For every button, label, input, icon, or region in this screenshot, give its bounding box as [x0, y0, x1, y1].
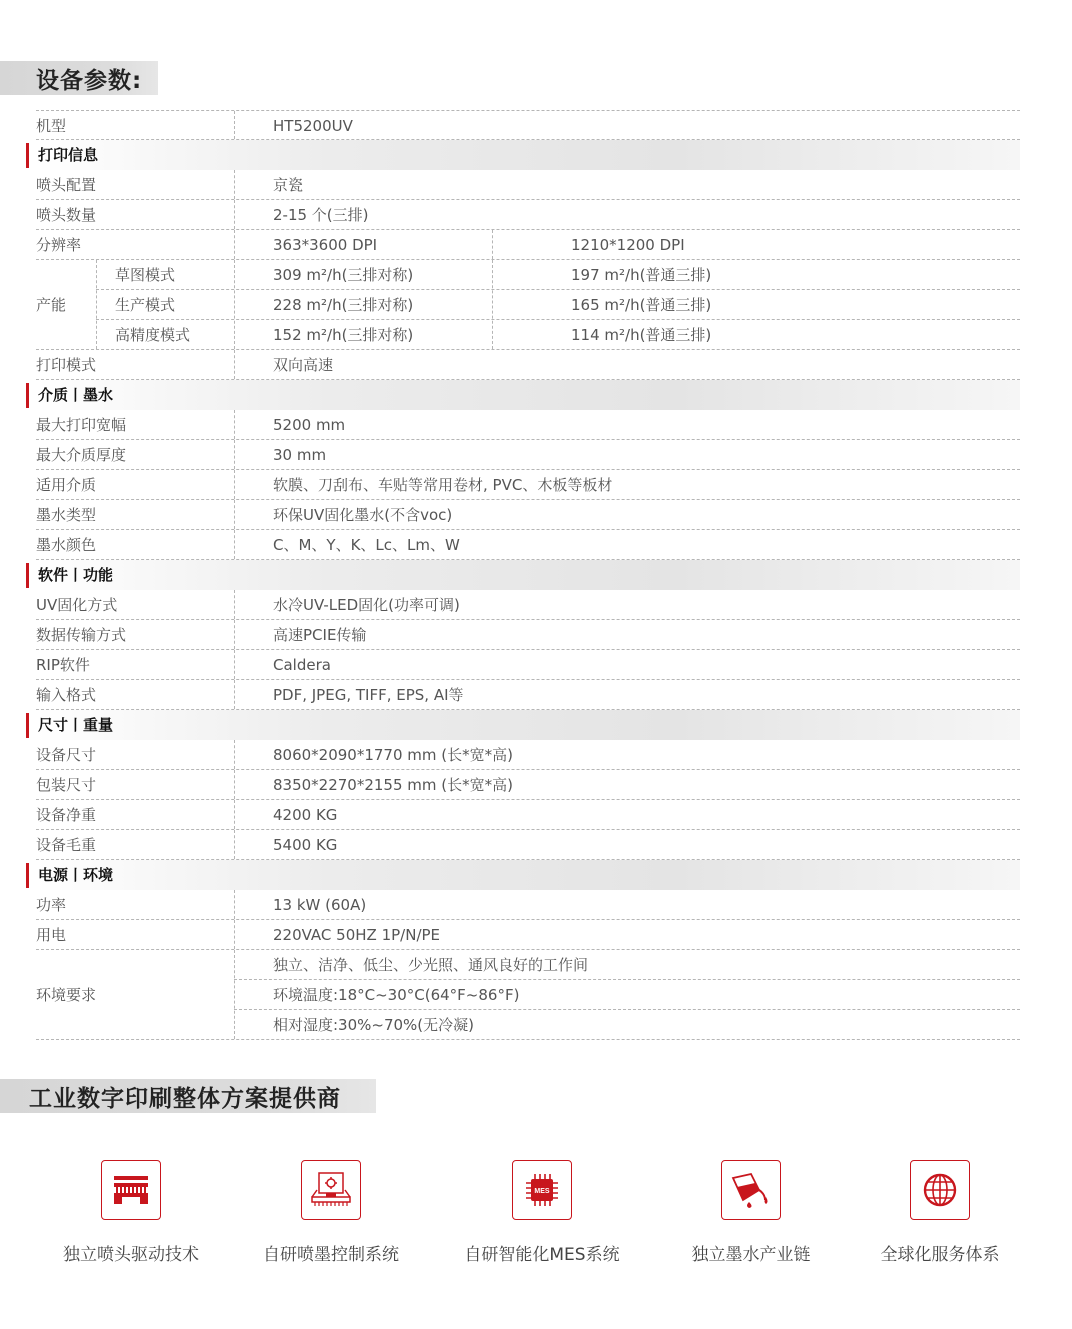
- spec-row-resolution: [36, 230, 1020, 260]
- spec-value: 5400 KG: [273, 836, 338, 854]
- spec-value: 环保UV固化墨水(不含voc): [273, 506, 453, 524]
- spec-label: 输入格式: [36, 686, 97, 704]
- spec-row-max-width: [36, 410, 1020, 440]
- mode-label: 生产模式: [115, 296, 176, 314]
- column-divider: [234, 620, 235, 649]
- feature-label: 独立喷头驱动技术: [63, 1245, 199, 1265]
- feature-item: [231, 1160, 431, 1265]
- feature-label: 全球化服务体系: [880, 1245, 1000, 1265]
- spec-value: 高速PCIE传输: [273, 626, 367, 644]
- feature-item: [840, 1160, 1040, 1265]
- spec-row-power: [36, 890, 1020, 920]
- category-media-ink: [36, 380, 1020, 410]
- spec-label: 喷头数量: [36, 206, 97, 224]
- spec-value: 2-15 个(三排): [273, 206, 369, 224]
- column-divider: [234, 170, 235, 199]
- column-divider: [234, 410, 235, 439]
- column-divider: [234, 440, 235, 469]
- spec-row-uv-cure: [36, 590, 1020, 620]
- spec-label: 环境要求: [36, 986, 97, 1004]
- column-divider: [234, 590, 235, 619]
- spec-value: 独立、洁净、低尘、少光照、通风良好的工作间: [273, 956, 589, 974]
- spec-value: 软膜、刀刮布、车贴等常用卷材, PVC、木板等板材: [273, 476, 613, 494]
- spec-group-capacity: [36, 260, 1020, 350]
- feature-item: [31, 1160, 231, 1265]
- spec-label: 用电: [36, 926, 67, 944]
- spec-row-print-mode: [36, 350, 1020, 380]
- spec-value: 13 kW (60A): [273, 896, 367, 914]
- spec-value: HT5200UV: [273, 117, 353, 135]
- column-divider: [234, 740, 235, 769]
- spec-section-header: [0, 61, 158, 95]
- column-divider: [234, 830, 235, 859]
- spec-label: 适用介质: [36, 476, 97, 494]
- spec-value: 8060*2090*1770 mm (长*宽*高): [273, 746, 513, 764]
- spec-label: 设备毛重: [36, 836, 97, 854]
- capacity-row: [96, 320, 1020, 349]
- column-divider: [234, 350, 235, 379]
- column-divider: [234, 111, 235, 139]
- spec-row-head-config: [36, 170, 1020, 200]
- spec-value: 309 m²/h(三排对称): [273, 266, 414, 284]
- spec-row-device-size: [36, 740, 1020, 770]
- solution-section-header: [0, 1079, 376, 1113]
- spec-value: 152 m²/h(三排对称): [273, 326, 414, 344]
- spec-label: RIP软件: [36, 656, 90, 674]
- column-divider: [234, 230, 235, 259]
- spec-row-net-weight: [36, 800, 1020, 830]
- column-divider: [234, 650, 235, 679]
- spec-row-max-thickness: [36, 440, 1020, 470]
- printhead-icon: [101, 1160, 161, 1220]
- spec-label: 数据传输方式: [36, 626, 127, 644]
- column-divider: [234, 770, 235, 799]
- inkjet-control-icon: [301, 1160, 361, 1220]
- capacity-row: [96, 290, 1020, 320]
- feature-item: [651, 1160, 851, 1265]
- category-software: [36, 560, 1020, 590]
- spec-value: 5200 mm: [273, 416, 346, 434]
- env-line: [234, 950, 1020, 980]
- spec-row-head-count: [36, 200, 1020, 230]
- spec-value: 水冷UV-LED固化(功率可调): [273, 596, 460, 614]
- spec-section-title: 设备参数:: [36, 67, 143, 94]
- spec-row-model: [36, 110, 1020, 140]
- spec-label: 最大介质厚度: [36, 446, 127, 464]
- env-line: [234, 980, 1020, 1010]
- spec-value: 相对湿度:30%~70%(无冷凝): [273, 1016, 475, 1034]
- category-size-weight: [36, 710, 1020, 740]
- spec-group-environment: [36, 950, 1020, 1040]
- spec-value: 环境温度:18°C~30°C(64°F~86°F): [273, 986, 520, 1004]
- spec-value: C、M、Y、K、Lc、Lm、W: [273, 536, 460, 554]
- spec-label: 喷头配置: [36, 176, 97, 194]
- spec-value: 363*3600 DPI: [273, 236, 378, 254]
- feature-label: 自研智能化MES系统: [464, 1245, 620, 1265]
- globe-icon: [910, 1160, 970, 1220]
- mode-label: 高精度模式: [115, 326, 191, 344]
- mes-chip-icon: [512, 1160, 572, 1220]
- category-title: 打印信息: [38, 146, 99, 164]
- spec-value: 双向高速: [273, 356, 334, 374]
- spec-row-data-transfer: [36, 620, 1020, 650]
- mes-chip-text: MES: [534, 1188, 550, 1195]
- spec-value: 京瓷: [273, 176, 304, 194]
- column-divider: [234, 530, 235, 559]
- spec-label: 设备净重: [36, 806, 97, 824]
- spec-row-electric: [36, 920, 1020, 950]
- spec-value: 228 m²/h(三排对称): [273, 296, 414, 314]
- column-divider: [234, 800, 235, 829]
- solution-section-title: 工业数字印刷整体方案提供商: [29, 1085, 341, 1112]
- spec-row-rip: [36, 650, 1020, 680]
- spec-value: 4200 KG: [273, 806, 338, 824]
- spec-value: 114 m²/h(普通三排): [571, 326, 712, 344]
- category-title: 软件丨功能: [38, 566, 114, 584]
- feature-label: 自研喷墨控制系统: [263, 1245, 399, 1265]
- column-divider: [492, 230, 493, 259]
- spec-value: 1210*1200 DPI: [571, 236, 685, 254]
- spec-label: UV固化方式: [36, 596, 118, 614]
- column-divider: [234, 920, 235, 949]
- category-power-env: [36, 860, 1020, 890]
- spec-value: 165 m²/h(普通三排): [571, 296, 712, 314]
- category-title: 电源丨环境: [38, 866, 114, 884]
- spec-value: PDF, JPEG, TIFF, EPS, AI等: [273, 686, 464, 704]
- spec-row-ink-type: [36, 500, 1020, 530]
- ink-bucket-icon: [721, 1160, 781, 1220]
- column-divider: [234, 470, 235, 499]
- spec-row-media: [36, 470, 1020, 500]
- spec-value: 8350*2270*2155 mm (长*宽*高): [273, 776, 513, 794]
- spec-label: 分辨率: [36, 236, 82, 254]
- column-divider: [234, 500, 235, 529]
- env-line: [234, 1010, 1020, 1039]
- spec-label: 最大打印宽幅: [36, 416, 127, 434]
- spec-row-input-format: [36, 680, 1020, 710]
- category-print-info: [36, 140, 1020, 170]
- spec-label: 打印模式: [36, 356, 97, 374]
- spec-row-ink-color: [36, 530, 1020, 560]
- spec-value: 220VAC 50HZ 1P/N/PE: [273, 926, 441, 944]
- spec-label: 机型: [36, 117, 67, 135]
- spec-table: [36, 110, 1020, 1040]
- column-divider: [234, 680, 235, 709]
- spec-value: 197 m²/h(普通三排): [571, 266, 712, 284]
- column-divider: [234, 890, 235, 919]
- capacity-row: [96, 260, 1020, 290]
- feature-item: [442, 1160, 642, 1265]
- spec-row-package-size: [36, 770, 1020, 800]
- mode-label: 草图模式: [115, 266, 176, 284]
- category-title: 介质丨墨水: [38, 386, 114, 404]
- spec-label: 墨水类型: [36, 506, 97, 524]
- spec-label: 产能: [36, 296, 67, 314]
- category-title: 尺寸丨重量: [38, 716, 114, 734]
- spec-value: 30 mm: [273, 446, 327, 464]
- spec-label: 设备尺寸: [36, 746, 97, 764]
- feature-list: [0, 1160, 1072, 1280]
- column-divider: [234, 200, 235, 229]
- feature-label: 独立墨水产业链: [691, 1245, 811, 1265]
- spec-row-gross-weight: [36, 830, 1020, 860]
- spec-label: 功率: [36, 896, 67, 914]
- spec-value: Caldera: [273, 656, 331, 674]
- spec-label: 包装尺寸: [36, 776, 97, 794]
- spec-label: 墨水颜色: [36, 536, 97, 554]
